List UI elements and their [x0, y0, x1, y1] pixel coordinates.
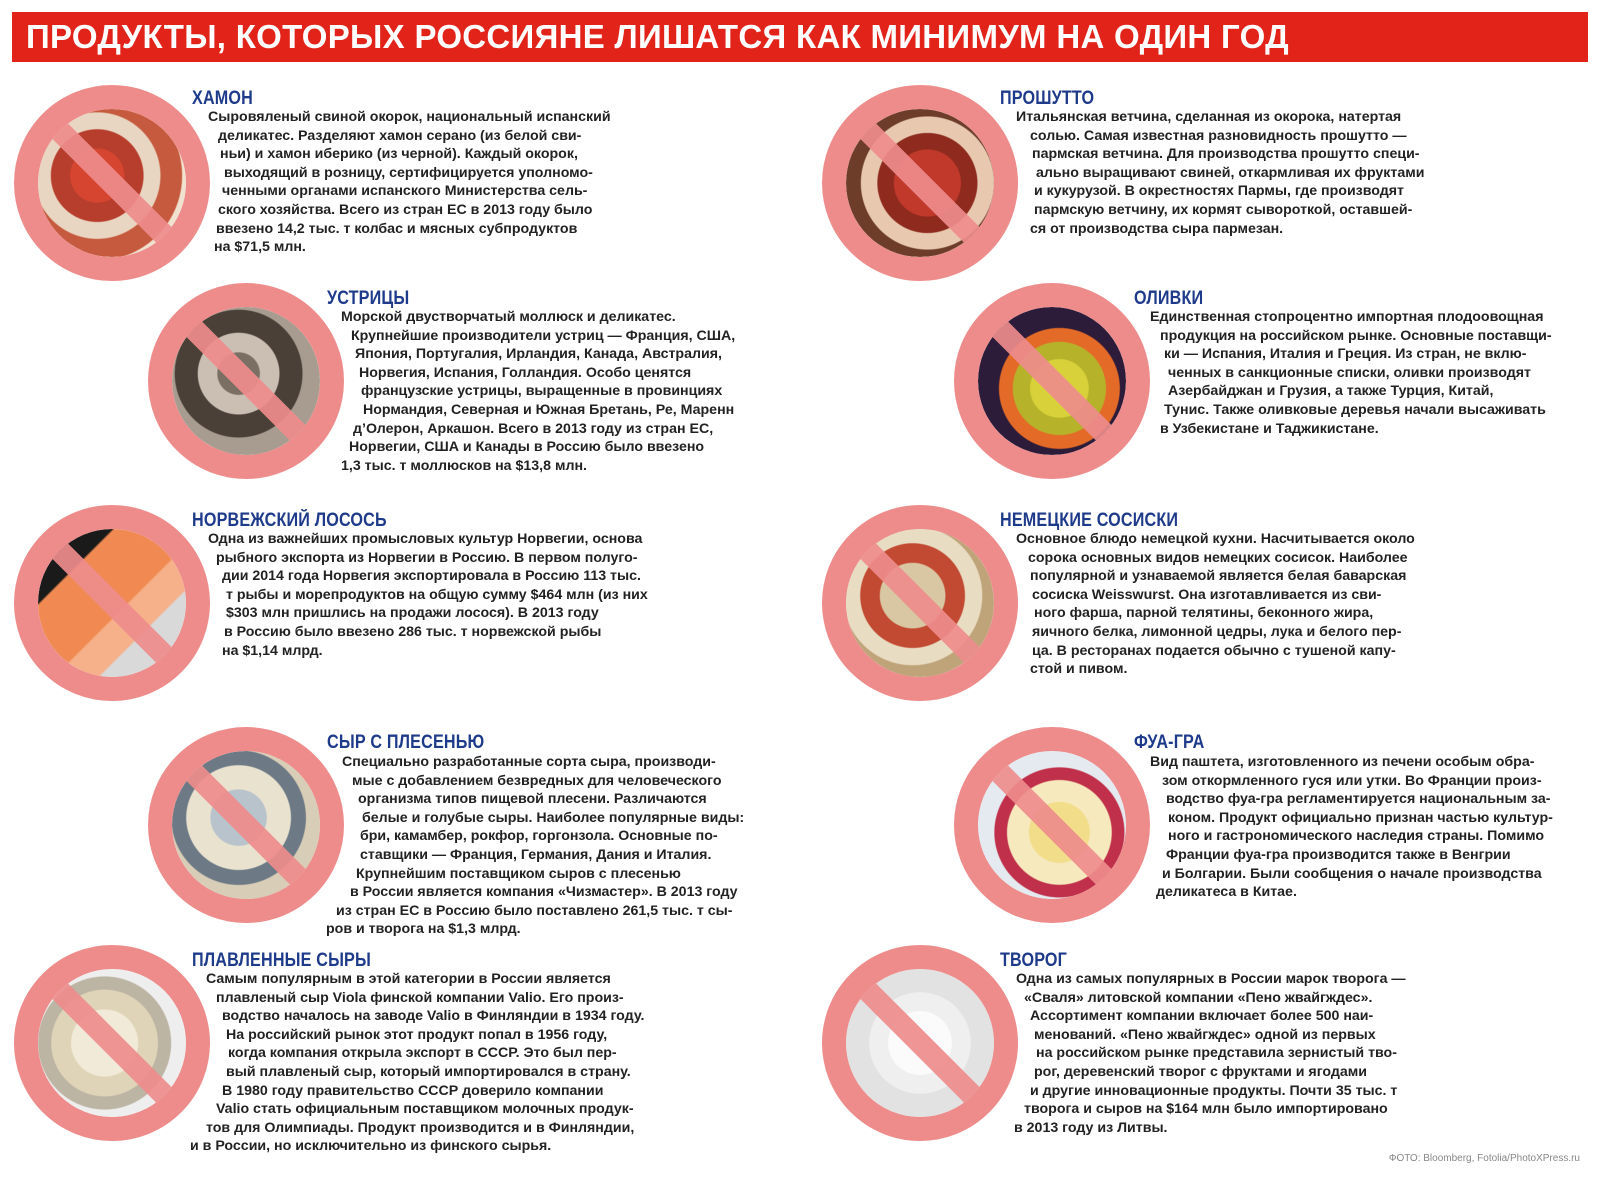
product-description: Основное блюдо немецкой кухни. Насчитывается около сорока основных видов немецких сосисок. Наиболее популярной и узнаваемой является белая баварская сосиска Weisswurst. Она изготавливается из сви- ного фарша, парной телятины, беконного жира, яичного белка, лимонной цедры, лука и белого пер- ца. В ресторанах подается обычно с тушеной капу- стой и пивом.	[1016, 531, 1415, 678]
banned-jamon-image	[14, 85, 210, 281]
banned-oysters-image	[148, 283, 344, 479]
banned-olives-image	[954, 283, 1150, 479]
product-description: Сыровяленый свиной окорок, национальный испанский деликатес. Разделяют хамон серано (из белой сви- ньи) и хамон иберико (из черной). Каждый окорок, выходящий в розницу, сертифицируется уполномо- ченными органами испанского Министерства сель- ского хозяйства. Всего из стран ЕС в 2013 году было ввезено 14,2 тыс. т колбас и мясных субпродуктов на $71,5 млн.	[208, 109, 611, 256]
product-description: Одна из самых популярных в России марок творога — «Сваля» литовской компании «Пено жвайгждес». Ассортимент компании включает более 500 наи- менований. «Пено жвайгждес» одной из первых на российском рынке представила зернистый тво- рог, деревенский творог с фруктами и ягодами и другие инновационные продукты. Почти 35 тыс. т творога и сыров на $164 млн было импортировано в 2013 году из Литвы.	[1014, 971, 1406, 1136]
banned-prosciutto-image	[822, 85, 1018, 281]
product-title: ТВОРОГ	[1000, 950, 1067, 971]
product-title: СЫР С ПЛЕСЕНЬЮ	[327, 732, 485, 753]
banned-salmon-image	[14, 505, 210, 701]
product-description: Единственная стопроцентно импортная плодоовощная продукция на российском рынке. Основные поставщи- ки — Испания, Италия и Греция. Из стран, не вклю- ченных в санкционные списки, оливки производят Азербайджан и Грузия, а также Турция, Китай, Тунис. Также оливковые деревья начали высаживать в Узбекистане и Таджикистане.	[1150, 309, 1552, 437]
banned-mold-cheese-image	[148, 727, 344, 923]
product-title: ОЛИВКИ	[1134, 288, 1204, 309]
product-title: ПЛАВЛЕННЫЕ СЫРЫ	[192, 950, 371, 971]
product-title: НОРВЕЖСКИЙ ЛОСОСЬ	[192, 510, 387, 531]
banned-cottage-cheese-image	[822, 945, 1018, 1141]
product-title: ФУА-ГРА	[1134, 732, 1205, 753]
product-description: Итальянская ветчина, сделанная из окорока, натертая солью. Самая известная разновидность прошутто — пармская ветчина. Для производства прошутто специ- ально выращивают свиней, откармливая их фруктами и кукурузой. В окрестностях Пармы, где производят пармскую ветчину, их кормят сывороткой, оставшей- ся от производства сыра пармезан.	[1016, 109, 1425, 237]
product-description: Самым популярным в этой категории в России является плавленый сыр Viola финской компании Valio. Его произ- водство началось на заводе Valio в Финляндии в 1934 году. На российский рынок этот продукт попал в 1956 году, когда компания открыла экспорт в СССР. Это был пер- вый плавленый сыр, который импортировался в страну. В 1980 году правительство СССР доверило компании Valio стать официальным поставщиком молочных продук- тов для Олимпиады. Продукт производится и в Финляндии, и в России, но исключительно из финского сырья.	[190, 971, 645, 1155]
product-description: Морской двустворчатый моллюск и деликатес. Крупнейшие производители устриц — Франция, США, Япония, Португалия, Ирландия, Канада, Австралия, Норвегия, Испания, Голландия. Особо ценятся французские устрицы, выращенные в провинциях Нормандия, Северная и Южная Бретань, Ре, Маренн д’Олерон, Аркашон. Всего в 2013 году из стран ЕС, Норвегии, США и Канады в Россию было ввезено 1,3 тыс. т моллюсков на $13,8 млн.	[341, 309, 736, 474]
product-title: ПРОШУТТО	[1000, 88, 1095, 109]
banned-processed-cheese-image	[14, 945, 210, 1141]
page-title: ПРОДУКТЫ, КОТОРЫХ РОССИЯНЕ ЛИШАТСЯ КАК МИНИМУМ НА ОДИН ГОД	[12, 12, 1588, 62]
banned-foie-gras-image	[954, 727, 1150, 923]
product-title: ХАМОН	[192, 88, 253, 109]
product-description: Вид паштета, изготовленного из печени особым обра- зом откормленного гуся или утки. Во Франции произ- водство фуа-гра регламентируется национальным за- коном. Продукт официально признан частью культур- ного и гастрономического наследия страны. Помимо Франции фуа-гра производится также в Венгрии и Болгарии. Были сообщения о начале производства деликатеса в Китае.	[1150, 754, 1553, 901]
product-title: НЕМЕЦКИЕ СОСИСКИ	[1000, 510, 1179, 531]
banned-sausages-image	[822, 505, 1018, 701]
product-title: УСТРИЦЫ	[327, 288, 410, 309]
product-description: Специально разработанные сорта сыра, производи- мые с добавлением безвредных для человеческого организма типов пищевой плесени. Различаются белые и голубые сыры. Наиболее популярные виды: бри, камамбер, рокфор, горгонзола. Основные по- ставщики — Франция, Германия, Дания и Италия. Крупнейшим поставщиком сыров с плесенью в России является компания «Чизмастер». В 2013 году из стран ЕС в Россию было поставлено 261,5 тыс. т сы- ров и творога на $1,3 млрд.	[326, 754, 745, 938]
product-description: Одна из важнейших промысловых культур Норвегии, основа рыбного экспорта из Норвегии в Россию. В первом полуго- дии 2014 года Норвегия экспортировала в Россию 113 тыс. т рыбы и морепродуктов на общую сумму $464 млн (из них $303 млн пришлись на продажи лосося). В 2013 году в Россию было ввезено 286 тыс. т норвежской рыбы на $1,14 млрд.	[208, 531, 648, 659]
photo-credit: ФОТО: Bloomberg, Fotolia/PhotoXPress.ru	[1388, 1153, 1580, 1164]
